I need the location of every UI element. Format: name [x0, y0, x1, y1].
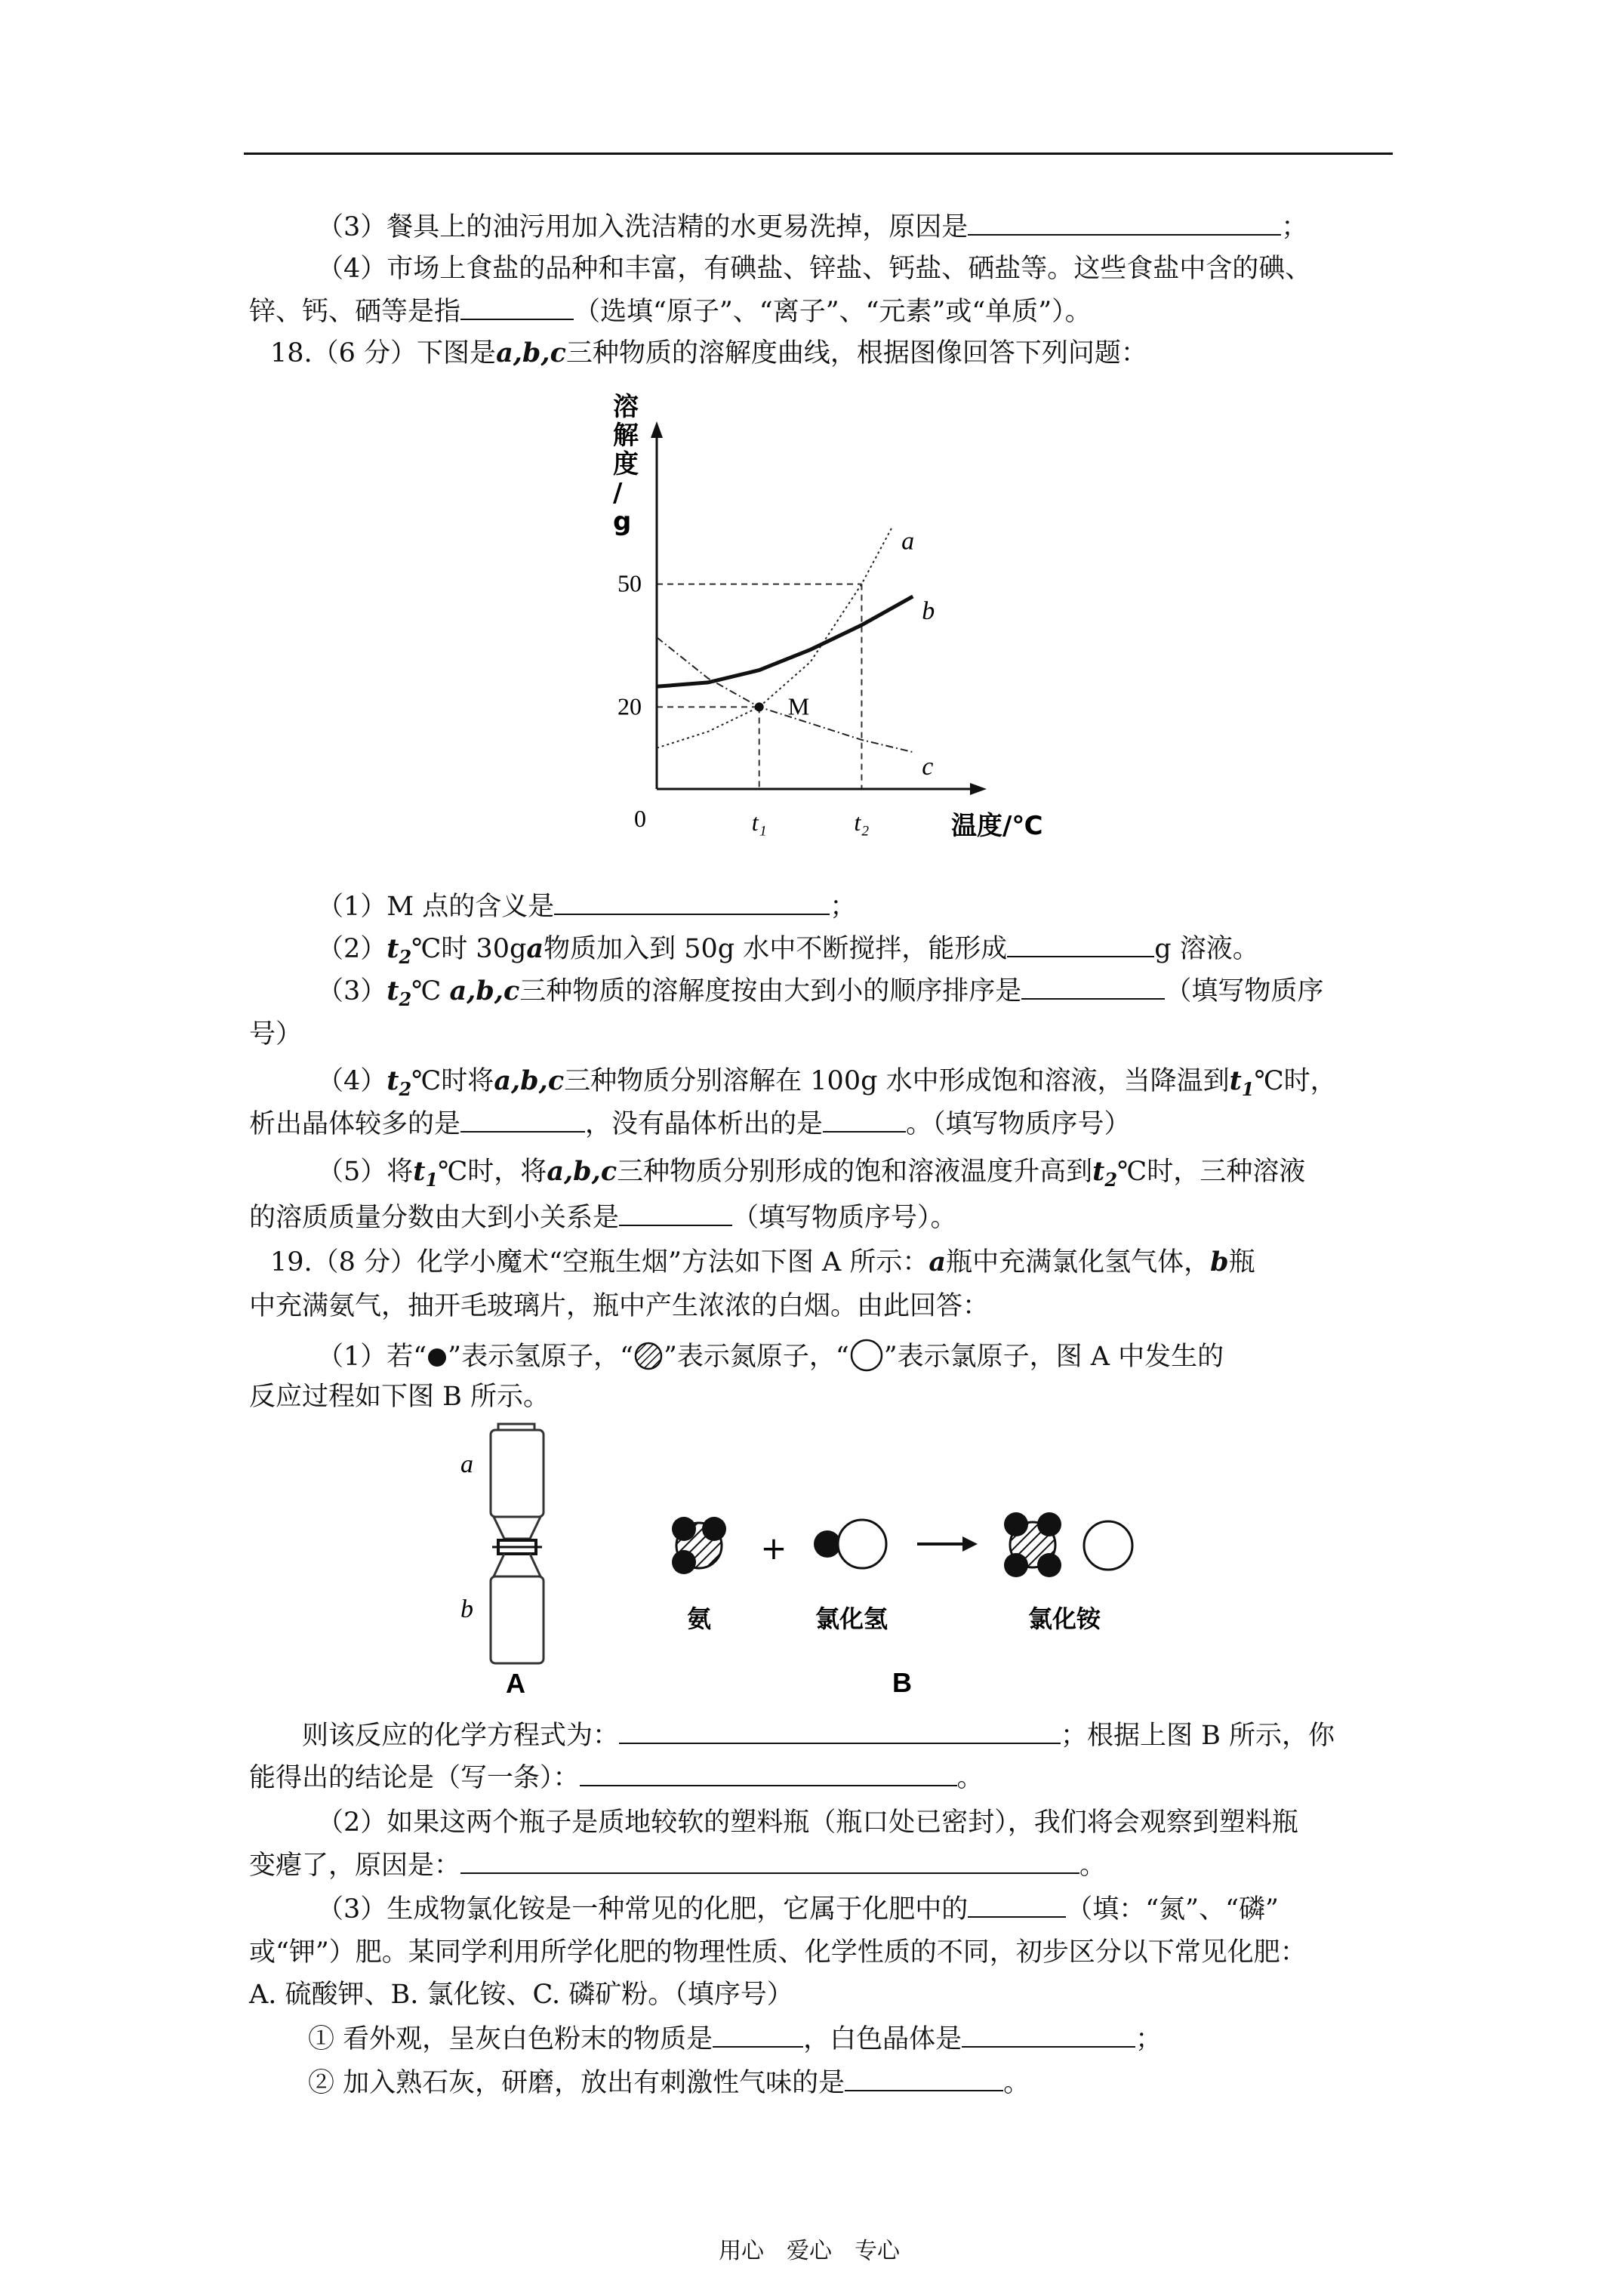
chlorine-atom-icon [849, 1338, 884, 1373]
point-m [755, 702, 764, 711]
hydrogen-atom-icon [427, 1347, 448, 1368]
q19-part2-cont: 变瘪了，原因是： 。 [249, 1851, 1107, 1881]
q17-part4-line2: 锌、钙、硒等是指 （选填“原子”、“离子”、“元素”或“单质”）。 [249, 297, 1092, 327]
q19-part2: （2）如果这两个瓶子是质地较软的塑料瓶（瓶口处已密封），我们将会观察到塑料瓶 [317, 1808, 1298, 1838]
q18-part2: $(2)t_2℃$时 30ga物质加入到 50g 水中不断搅拌，能形成 g 溶液。 [317, 933, 1259, 968]
answer-blank[interactable] [968, 1894, 1066, 1918]
origin-label: 0 [634, 805, 646, 832]
page-footer: 用心 爱心 专心 [719, 2238, 900, 2264]
q19-heading-cont: 中充满氨气，抽开毛玻璃片，瓶中产生浓浓的白烟。由此回答： [249, 1291, 990, 1321]
q19-sub2: ② 加入熟石灰，研磨，放出有刺激性气味的是 。 [308, 2068, 1030, 2098]
chart-labels [613, 393, 1043, 841]
answer-blank[interactable] [460, 1850, 1079, 1874]
series-label-c: c [922, 753, 934, 781]
q17-part3: （3）餐具上的油污用加入洗洁精的水更易洗掉，原因是 ； [317, 212, 1308, 242]
y-tick-label: 50 [617, 569, 642, 597]
series-line-b [657, 596, 913, 686]
answer-blank[interactable] [845, 2067, 1003, 2091]
answer-blank[interactable] [1007, 933, 1154, 957]
chart-axes [651, 421, 987, 795]
q18-part5: （5）将$t_1℃$时，将a,b,c三种物质分别形成的饱和溶液温度升高到$t_2℃$时，三种溶液 [317, 1156, 1306, 1191]
chart-guides [657, 584, 861, 789]
q18-part1: （1）M 点的含义是 ； [317, 892, 857, 922]
q19-part1: （1）若“ ”表示氢原子，“ ”表示氮原子，“ ”表示氯原子，图 A 中发生的 [317, 1338, 1224, 1373]
q19-heading: 19.（8 分）化学小魔术“空瓶生烟”方法如下图 A 所示：a瓶中充满氯化氢气体，b瓶 [270, 1247, 1255, 1277]
chart-series [657, 527, 913, 753]
q19-part3-cont2: A. 硫酸钾、B. 氯化铵、C. 磷矿粉。（填序号） [249, 1980, 793, 2010]
answer-blank[interactable] [619, 1202, 732, 1226]
answer-blank[interactable] [460, 296, 574, 320]
q19-conclusion-line: 能得出的结论是（写一条）： 。 [249, 1763, 984, 1793]
series-line-c [657, 637, 913, 752]
answer-blank[interactable] [580, 1762, 957, 1786]
figure-a-bottles [445, 1419, 559, 1699]
q19-part3-cont1: 或“钾”）肥。某同学利用所学化肥的物理性质、化学性质的不同，初步区分以下常见化肥： [249, 1937, 1307, 1968]
answer-blank[interactable] [619, 1720, 1061, 1744]
x-axis-arrow [970, 783, 987, 795]
nitrogen-atom-icon [633, 1341, 664, 1371]
point-m-label: M [787, 692, 810, 720]
q18-heading: 18.（6 分）下图是a,b,c三种物质的溶解度曲线，根据图像回答下列问题： [270, 337, 1147, 368]
figure-a-caption: A [506, 1668, 525, 1699]
header-rule [244, 153, 1393, 155]
q19-sub1: ① 看外观，呈灰白色粉末的物质是 ，白色晶体是 ； [308, 2024, 1163, 2054]
figure-b-caption: B [892, 1667, 912, 1698]
q19-part1-cont: 反应过程如下图 B 所示。 [249, 1382, 550, 1412]
q18-part5-cont: 的溶质质量分数由大到小关系是 （填写物质序号）。 [249, 1203, 957, 1233]
q18-part3-cont: 号） [249, 1019, 303, 1049]
x-tick-label: t₂ [854, 809, 870, 836]
arrow-icon [917, 1536, 978, 1552]
answer-blank[interactable] [1021, 975, 1165, 1000]
series-label-a: a [901, 527, 915, 556]
x-axis-label: 温度/℃ [951, 811, 1043, 841]
ammonium-chloride-molecule-icon [1004, 1512, 1132, 1577]
label-hydrogen-chloride: 氯化氢 [815, 1604, 888, 1633]
answer-blank[interactable] [460, 1108, 585, 1133]
q19-equation-line: 则该反应的化学方程式为： ；根据上图 B 所示，你 [302, 1721, 1335, 1751]
label-ammonia: 氨 [686, 1604, 712, 1633]
q17-part4-line1: （4）市场上食盐的品种和丰富，有碘盐、锌盐、钙盐、硒盐等。这些食盐中含的碘、 [317, 254, 1312, 284]
y-axis-label: 溶解度/ g [613, 393, 639, 537]
q19-part3: （3）生成物氯化铵是一种常见的化肥，它属于化肥中的 （填：“氮”、“磷” [317, 1894, 1279, 1925]
bottle-b-label: b [460, 1595, 473, 1623]
series-label-b: b [922, 596, 935, 625]
q18-part4-cont: 析出晶体较多的是 ，没有晶体析出的是 。（填写物质序号） [249, 1109, 1131, 1139]
y-axis-arrow [651, 421, 663, 438]
plus-sign: + [760, 1530, 787, 1567]
answer-blank[interactable] [554, 891, 830, 915]
solubility-chart [581, 393, 1079, 853]
bottle-a-label: a [460, 1450, 473, 1478]
q18-part3: $(3)t_2℃$ a,b,c三种物质的溶解度按由大到小的顺序排序是 （填写物质序 [317, 975, 1324, 1010]
y-tick-label: 20 [617, 692, 642, 720]
answer-blank[interactable] [823, 1108, 906, 1133]
answer-blank[interactable] [962, 2023, 1135, 2048]
hydrogen-chloride-molecule-icon [814, 1520, 886, 1568]
answer-blank[interactable] [713, 2023, 803, 2048]
figure-b-reaction [657, 1499, 1163, 1703]
x-tick-label: t₁ [751, 809, 767, 836]
series-line-a [657, 527, 892, 748]
q18-part4: $(4)t_2℃$时将a,b,c三种物质分别溶解在 100g 水中形成饱和溶液，当降温到$t_1℃$时， [317, 1065, 1337, 1100]
label-ammonium-chloride: 氯化铵 [1027, 1604, 1101, 1633]
ammonia-molecule-icon [672, 1517, 726, 1574]
answer-blank[interactable] [968, 211, 1281, 236]
